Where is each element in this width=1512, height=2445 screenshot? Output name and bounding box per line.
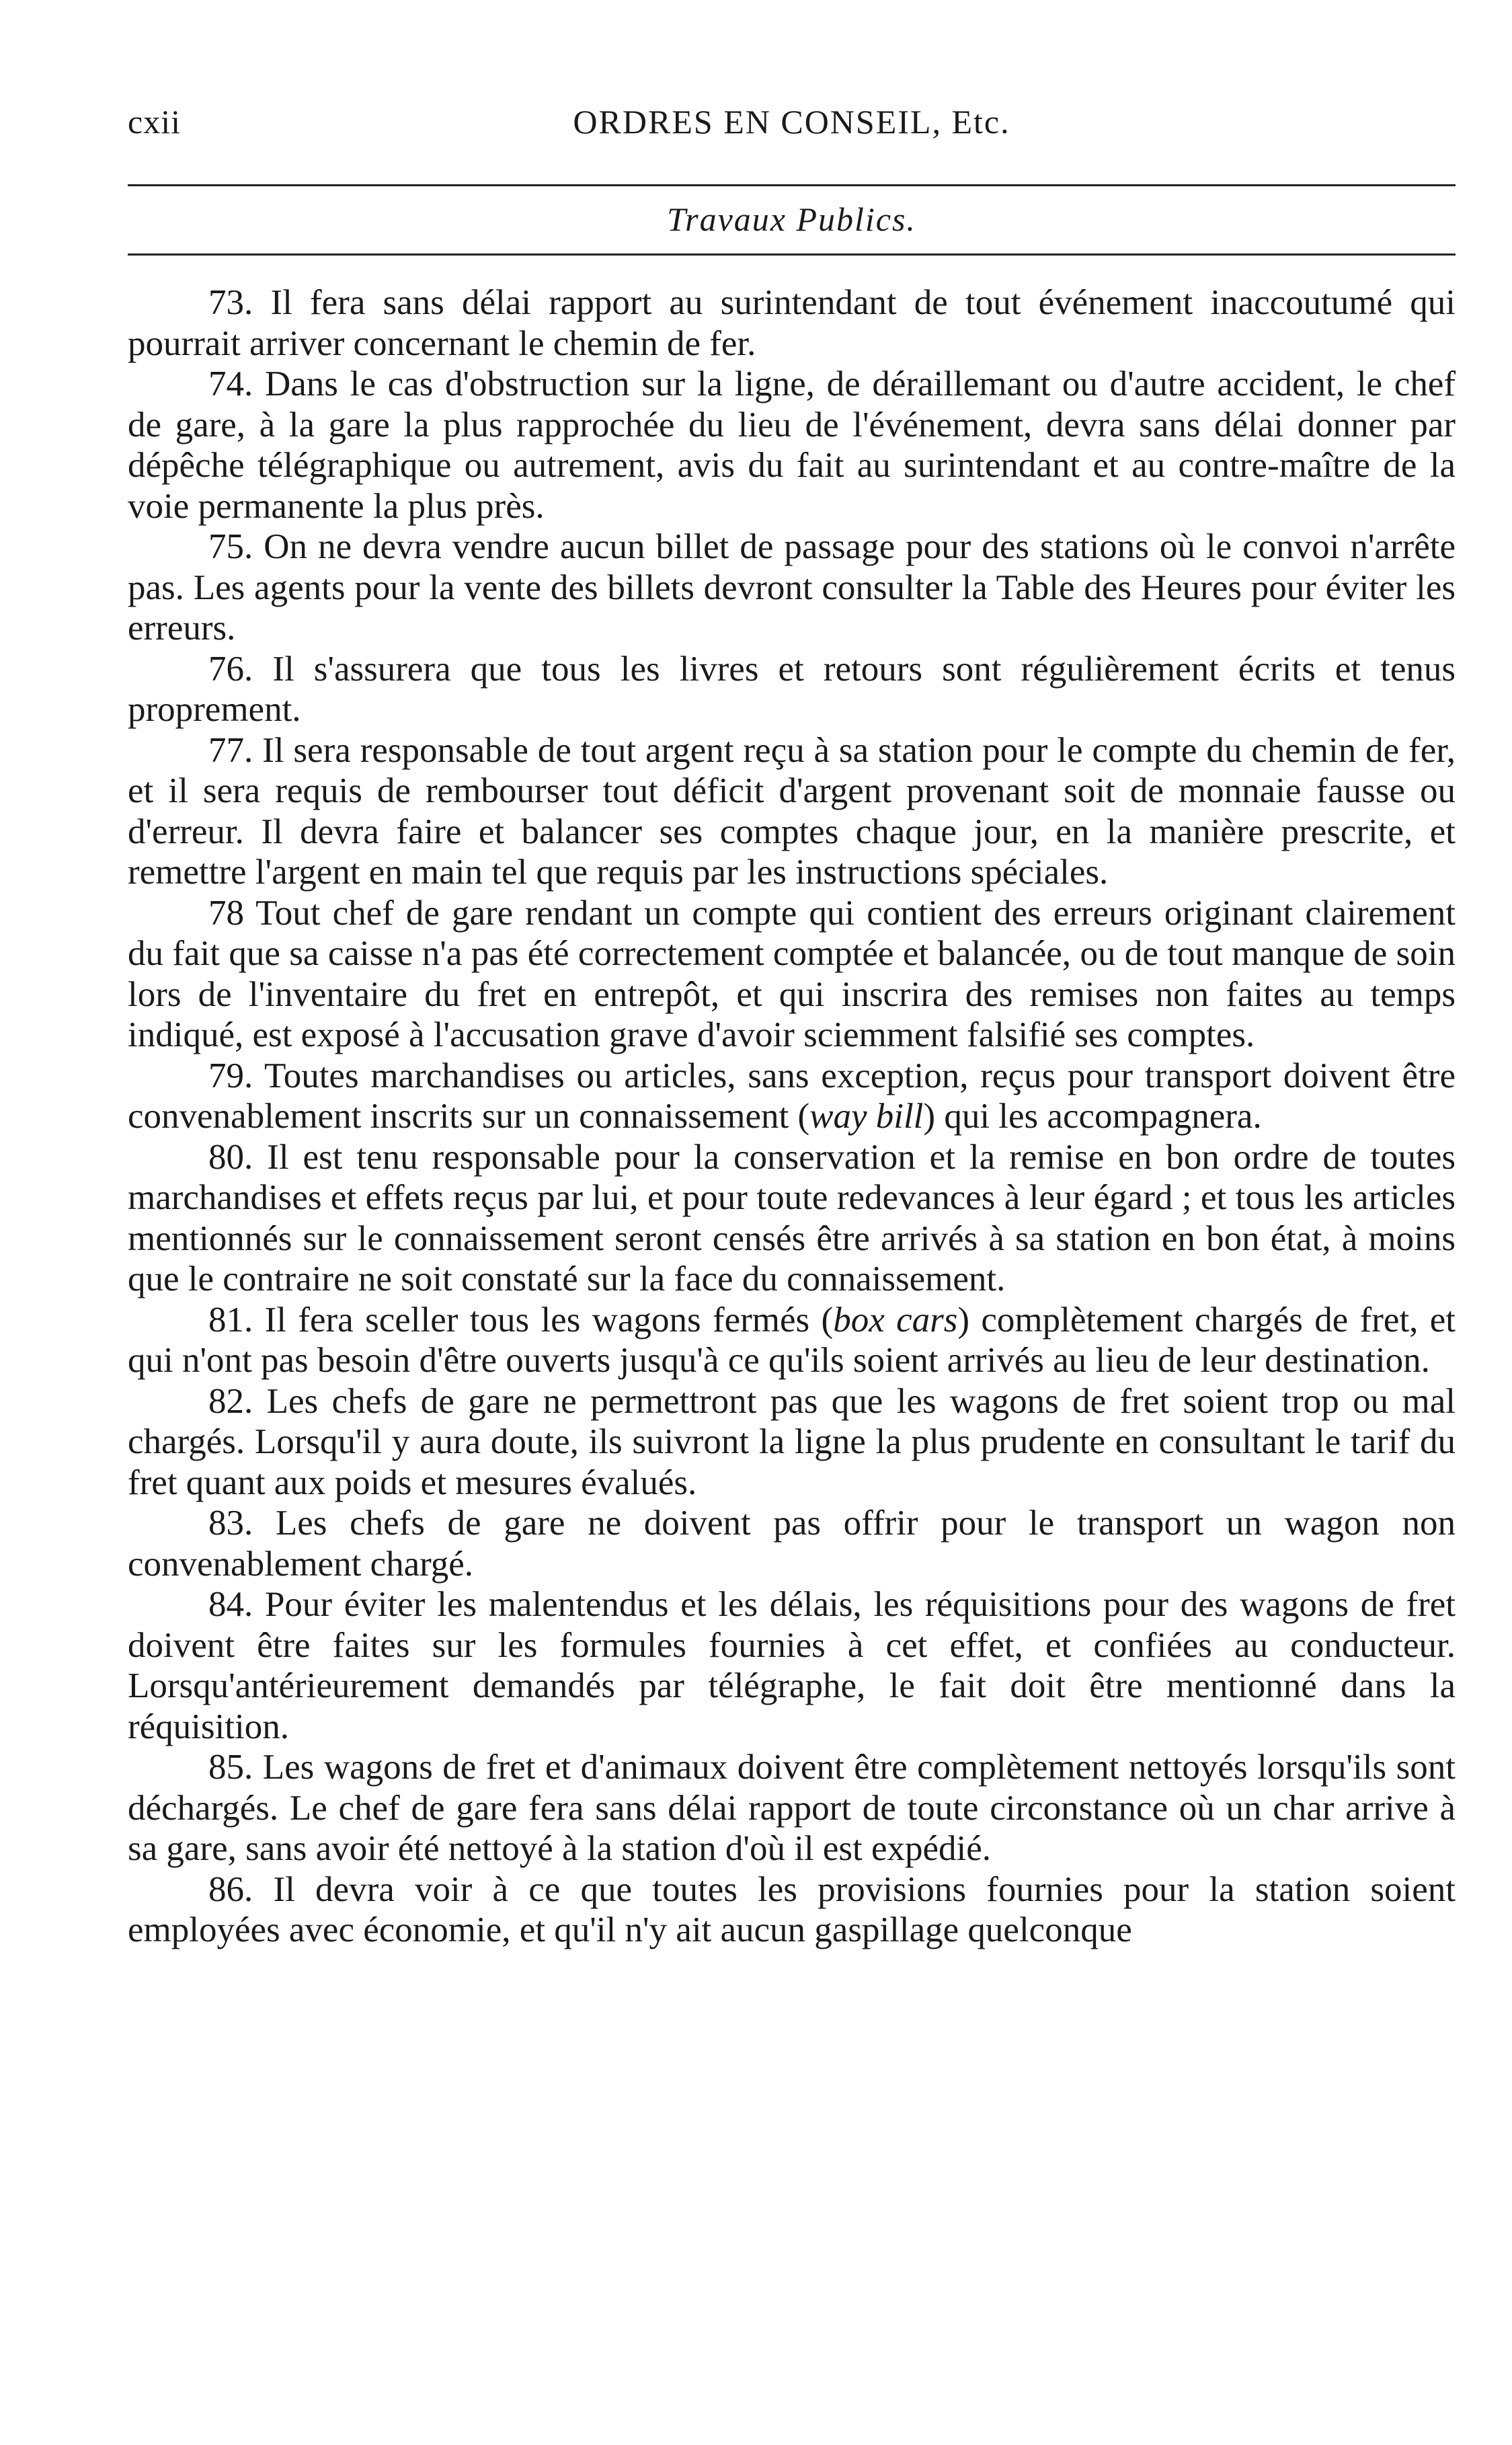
paragraph-75: [128, 527, 1456, 649]
paragraph-number: 84.: [208, 1585, 253, 1624]
paragraph-number: 78: [208, 893, 244, 933]
paragraph-80: [128, 1137, 1456, 1300]
page-header: [128, 94, 1456, 155]
paragraph-number: 82.: [208, 1381, 253, 1421]
page-number: cxii: [128, 103, 181, 141]
paragraph-text: Il devra voir à ce que toutes les provisions fournies pour la station soient employées avec économie, et qu'il n'y ait aucun gaspillage quelconque: [128, 1869, 1456, 1949]
paragraph-text: Il s'assurera que tous les livres et retours sont régulièrement écrits et tenus proprement.: [128, 649, 1456, 729]
paragraph-number: 85.: [208, 1748, 253, 1787]
paragraph-text: Il sera responsable de tout argent reçu à sa station pour le compte du chemin de fer, et il sera requis de rembourser tout déficit d'argent provenant soit de monnaie fausse ou d'erreur. Il devra faire et balancer ses comptes chaque jour, en la manière prescrite, et remettre l'argent en main tel que requis par les instructions spéciales.: [128, 730, 1456, 892]
paragraph-84: [128, 1584, 1456, 1747]
paragraph-text: Dans le cas d'obstruction sur la ligne, de déraillemant ou d'autre accident, le chef de gare, à la gare la plus rapprochée du lieu de l'événement, devra sans délai donner par dépêche télégraphique ou autrement, avis du fait au surintendant et au contre-maître de la voie permanente la plus près.: [128, 364, 1456, 526]
paragraph-text: Il fera sans délai rapport au surintendant de tout événement inaccoutumé qui pourrait arriver concernant le chemin de fer.: [128, 283, 1456, 363]
paragraph-78: [128, 893, 1456, 1056]
paragraph-73: [128, 282, 1456, 364]
paragraph-83: [128, 1503, 1456, 1584]
paragraph-text: Toutes marchandises ou articles, sans exception, reçus pour transport doivent être convenablement inscrits sur un connaissement: [128, 1056, 1456, 1136]
document-page: [128, 94, 1456, 1951]
paragraph-text: Les chefs de gare ne permettront pas que les wagons de fret soient trop ou mal chargés. Lorsqu'il y aura doute, ils suivront la ligne la plus prudente en consultant le tarif du fret quant aux poids et mesures évalués.: [128, 1381, 1456, 1502]
paragraph-77: [128, 730, 1456, 893]
paragraph-number: 81.: [208, 1300, 253, 1340]
paragraph-number: 73.: [208, 283, 253, 322]
paragraph-74: [128, 364, 1456, 527]
paragraph-86: [128, 1869, 1456, 1951]
section-title: Travaux Publics.: [667, 200, 916, 238]
paragraph-number: 75.: [208, 527, 253, 566]
body-text: [128, 282, 1456, 1951]
paragraph-76: [128, 649, 1456, 730]
running-title: ORDRES EN CONSEIL, Etc.: [573, 103, 1010, 141]
paragraph-85: [128, 1747, 1456, 1869]
paragraph-number: 83.: [208, 1504, 253, 1543]
paragraph-number: 74.: [208, 364, 253, 403]
paragraph-81: [128, 1300, 1456, 1381]
header-rule-bottom: [128, 254, 1456, 256]
paragraph-number: 76.: [208, 649, 253, 689]
paragraph-number: 80.: [208, 1137, 253, 1177]
paragraph-text: On ne devra vendre aucun billet de passage pour des stations où le convoi n'arrête pas. Les agents pour la vente des billets devront consulter la Table des Heures pour éviter les erreurs.: [128, 527, 1456, 648]
paragraph-79: [128, 1056, 1456, 1137]
paragraph-number: 86.: [208, 1869, 253, 1909]
paragraph-text-continued: qui les accompagnera.: [944, 1097, 1262, 1136]
paragraph-number: 79.: [208, 1056, 253, 1095]
paragraph-text: Pour éviter les malentendus et les délais, les réquisitions pour des wagons de fret doivent être faites sur les formules fournies à cet effet, et confiées au conducteur. Lorsqu'antérieurement demandés par télégraphe, le fait doit être mentionné dans la réquisition.: [128, 1585, 1456, 1746]
paragraph-text: Les chefs de gare ne doivent pas offrir pour le transport un wagon non convenablement chargé.: [128, 1504, 1456, 1584]
paragraph-text: Tout chef de gare rendant un compte qui contient des erreurs originant clairement du fait que sa caisse n'a pas été correctement comptée et balancée, ou de tout manque de soin lors de l'inventaire du fret en entrepôt, et qui inscrira des remises non faites au temps indiqué, est exposé à l'accusation grave d'avoir sciemment falsifié ses comptes.: [128, 893, 1456, 1054]
paragraph-text: Il fera sceller tous les wagons fermés: [264, 1300, 810, 1340]
paragraph-text-continued: complètement chargés de fret, et qui n'ont pas besoin d'être ouverts jusqu'à ce qu'ils soient arrivés au lieu de leur destination.: [128, 1300, 1456, 1380]
paragraph-text: Les wagons de fret et d'animaux doivent être complètement nettoyés lorsqu'ils sont déchargés. Le chef de gare fera sans délai rapport de toute circonstance où un char arrive à sa gare, sans avoir été nettoyé à la station d'où il est expédié.: [128, 1748, 1456, 1868]
paragraph-number: 77.: [208, 730, 253, 770]
italic-term: ( box cars ): [822, 1301, 969, 1340]
paragraph-text: Il est tenu responsable pour la conservation et la remise en bon ordre de toutes marchandises et effets reçus par lui, et pour toute redevances à leur égard ; et tous les articles mentionnés sur le connaissement seront censés être arrivés à sa station en bon état, à moins que le contraire ne soit constaté sur la face du connaissement.: [128, 1137, 1456, 1298]
italic-term: ( way bill ): [797, 1097, 935, 1136]
paragraph-82: [128, 1381, 1456, 1504]
